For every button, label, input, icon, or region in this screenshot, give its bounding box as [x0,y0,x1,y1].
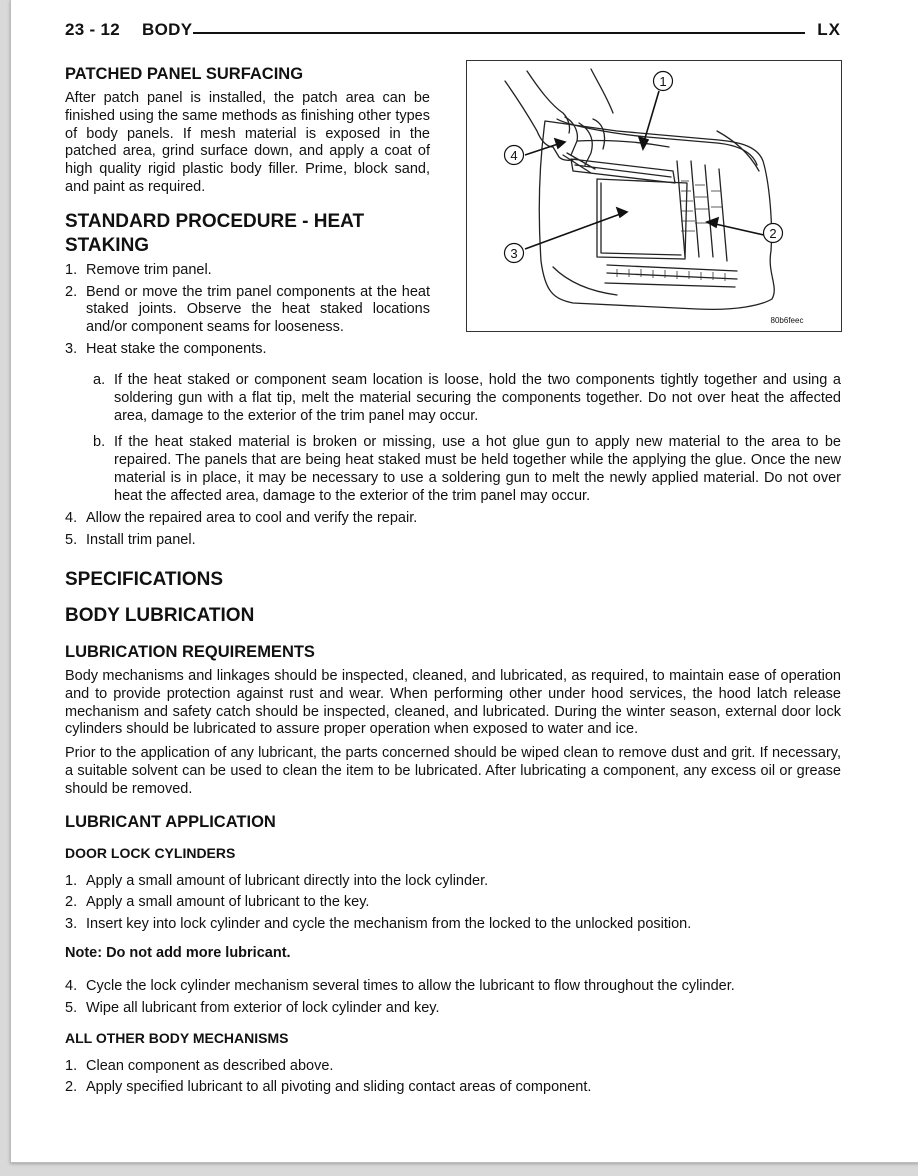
substep-text: If the heat staked material is broken or missing, use a hot glue gun to apply new material to the area to be repaired. The panels that are being heat staked must be held together while the applying the glue. Once the new material is in place, it may be necessary to use a soldering gun to melt the newly applied material. Do not over heat the affected area, damage to the exterior of the trim panel may occur. [114,434,841,504]
step-text: Insert key into lock cylinder and cycle the mechanism from the locked to the unlocked position. [86,916,692,933]
step-number: 3. [65,340,78,357]
list-item [65,372,841,425]
list-item [65,894,841,912]
figure-code: 80b6feec [770,316,804,325]
step-text: Apply specified lubricant to all pivoting and sliding contact areas of component. [86,1079,592,1096]
step-text: Install trim panel. [86,531,196,548]
step-text: Remove trim panel. [86,261,212,278]
door-lock-steps-after [65,978,841,1018]
list-item [65,510,841,528]
illustration-svg [467,61,841,331]
callout-2: 2 [769,226,777,241]
page-number: 23 - 12 [65,20,121,39]
requirements-paragraph-1: Body mechanisms and linkages should be inspected, cleaned, and lubricated, as required, to maintain ease of operation and to provide protection against rust and wear. When performing other under hood services, the hood latch release mechanism and safety catch should be inspected, cleaned, and lubricated. During the winter season, external door lock cylinders should be lubricated to assure proper operation when exposed to water and ice. [65,668,841,738]
list-item [65,262,430,280]
left-column [65,64,430,363]
step-text: Bend or move the trim panel components at the heat staked joints. Observe the heat staked locations and/or component seams for looseness. [86,283,430,336]
step-number: 2. [65,283,78,300]
heat-staking-steps-after [65,510,841,550]
callout-1: 1 [659,74,667,89]
other-mechanisms-heading: ALL OTHER BODY MECHANISMS [65,1029,289,1046]
heat-staking-final-steps [65,510,841,554]
step-number: 1. [65,872,78,889]
manual-page [10,0,918,1163]
list-item [65,434,841,505]
section-name: BODY [142,20,193,39]
heat-staking-illustration [466,60,842,332]
heat-staking-steps [65,262,430,359]
list-item [65,284,430,337]
door-lock-steps [65,873,841,934]
door-lock-cylinders-heading: DOOR LOCK CYLINDERS [65,844,236,861]
step-number: 4. [65,510,78,526]
step-number: 2. [65,894,78,911]
step-number: 5. [65,999,78,1016]
step-text: Wipe all lubricant from exterior of lock cylinder and key. [86,999,440,1016]
substep-text: If the heat staked or component seam location is loose, hold the two components tightly together and using a soldering gun with a flat tip, melt the material securing the components together. Do not over heat the affected area, damage to the exterior of the trim panel may occur. [114,372,841,424]
step-text: Cycle the lock cylinder mechanism several times to allow the lubricant to flow throughout the cylinder. [86,977,735,994]
heat-staking-heading-line1: STANDARD PROCEDURE - HEAT [65,210,365,232]
model-code: LX [817,20,841,39]
lubricant-application-heading: LUBRICANT APPLICATION [65,812,276,831]
step-number: 1. [65,1057,78,1074]
other-mechanisms-steps [65,1058,841,1098]
step-text: Heat stake the components. [86,340,267,357]
substep-letter: a. [93,372,106,388]
step-number: 3. [65,916,78,933]
specifications-heading: SPECIFICATIONS [65,569,223,590]
step-number: 1. [65,261,78,278]
substep-letter: b. [93,434,106,451]
step-text: Allow the repaired area to cool and verify the repair. [86,510,418,526]
callout-4: 4 [510,148,518,163]
lubricant-note: Note: Do not add more lubricant. [65,944,291,961]
step-number: 4. [65,977,78,994]
list-item [65,1000,841,1018]
heat-staking-heading [65,210,430,258]
patched-panel-heading: PATCHED PANEL SURFACING [65,65,304,83]
list-item [65,873,841,891]
body-lubrication-heading: BODY LUBRICATION [65,605,255,626]
page-header [65,20,841,44]
header-left [65,20,192,40]
list-item [65,978,841,996]
step-text: Clean component as described above. [86,1057,334,1074]
list-item [65,1079,841,1097]
list-item [65,916,841,934]
requirements-paragraph-2: Prior to the application of any lubricant, the parts concerned should be wiped clean to remove dust and grit. If necessary, a suitable solvent can be used to clean the item to be lubricated. After lubricating a component, any excess oil or grease should be removed. [65,745,841,797]
heat-staking-substeps [65,372,841,515]
patched-panel-text: After patch panel is installed, the patch area can be finished using the same methods as finishing other types of body panels. If mesh material is exposed in the patched area, grind surface down, and apply a coat of high quality rigid plastic body filler. Prime, block sand, and paint as required. [65,90,430,195]
list-item [65,532,841,550]
callout-3: 3 [510,246,518,261]
step-text: Apply a small amount of lubricant to the key. [86,894,370,911]
specifications-section [65,568,841,1101]
heat-staking-heading-line2: STAKING [65,234,150,256]
lubrication-requirements-heading: LUBRICATION REQUIREMENTS [65,643,315,661]
step-number: 5. [65,531,78,548]
list-item [65,1058,841,1076]
step-text: Apply a small amount of lubricant directly into the lock cylinder. [86,872,489,889]
header-rule [193,32,805,34]
list-item [65,341,430,359]
step-number: 2. [65,1079,78,1096]
